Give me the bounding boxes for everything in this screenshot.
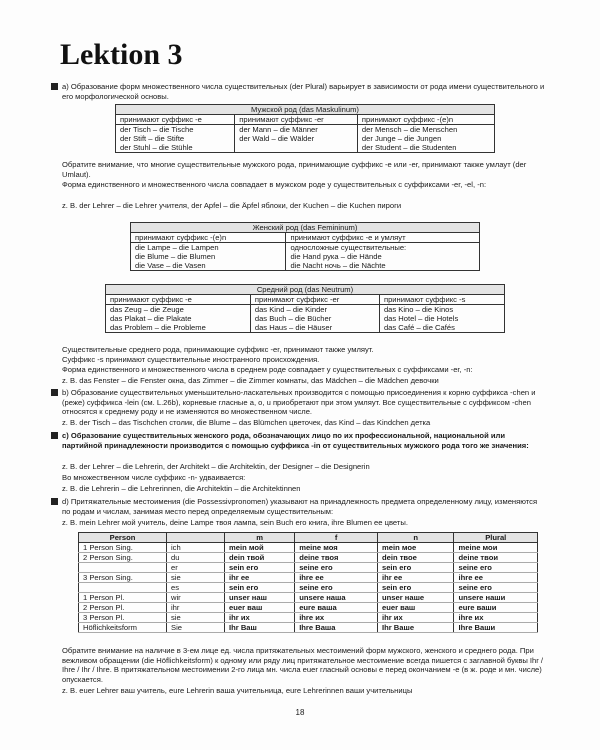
table-cell: 3 Person Sing. bbox=[79, 573, 167, 583]
table-row bbox=[79, 593, 538, 603]
table-cell: 3 Person Pl. bbox=[79, 613, 167, 623]
table-cell: Höflichkeitsform bbox=[79, 623, 167, 633]
table-cell: seine его bbox=[454, 583, 538, 593]
table-cell: mein мой bbox=[225, 543, 295, 553]
section-d-example-2: z. B. euer Lehrer ваш учитель, eure Lehrerin ваша учительница, eure Lehrerinnen ваши учительницы bbox=[62, 686, 413, 695]
table-cell: die Hand рука – die Hände bbox=[290, 252, 382, 261]
table-cell: die Vase – die Vasen bbox=[131, 261, 286, 271]
feminine-table bbox=[130, 222, 480, 271]
table-cell: ihr ее bbox=[225, 573, 295, 583]
section-b: b) Образование существительных уменьшительно-ласкательных производится с помощью присоединения к корню суффикса -chen и (реже) суффикса -lein (см. L.26b), корневые гласные a, o, u приобретают при этом умляут. Все существительные с суффиксом -chen относятся к среднему роду и не изменяются во множественном числе. bbox=[62, 388, 547, 417]
table-cell: seine его bbox=[295, 563, 378, 573]
table-cell: der Mensch – die Menschen bbox=[361, 125, 458, 134]
table-cell bbox=[235, 143, 358, 153]
table-col-header: m bbox=[225, 533, 295, 543]
neuter-note-1: Существительные среднего рода, принимающие суффикс -er, принимают также умляут. bbox=[62, 345, 374, 354]
table-cell: 2 Person Sing. bbox=[79, 553, 167, 563]
table-cell: es bbox=[167, 583, 225, 593]
table-cell: unsere наши bbox=[454, 593, 538, 603]
table-cell: ich bbox=[167, 543, 225, 553]
table-cell: euer ваш bbox=[225, 603, 295, 613]
table-row bbox=[79, 603, 538, 613]
section-c-example-1: z. B. der Lehrer – die Lehrerin, der Architekt – die Architektin, der Designer – die Designerin bbox=[62, 462, 370, 471]
table-col-header: принимают суффикс -e bbox=[116, 115, 235, 125]
table-cell: der Mann – die Männer bbox=[235, 125, 358, 135]
table-cell: du bbox=[167, 553, 225, 563]
table-cell: ihr bbox=[167, 603, 225, 613]
table-row bbox=[79, 583, 538, 593]
section-c-example-2: z. B. die Lehrerin – die Lehrerinnen, die Architektin – die Architektinnen bbox=[62, 484, 301, 493]
possessive-pronouns-table bbox=[78, 532, 538, 633]
bullet-square-icon bbox=[51, 498, 58, 505]
table-cell: die Nacht ночь – die Nächte bbox=[290, 261, 386, 270]
table-col-header: принимают суффикс -(e)n bbox=[357, 115, 494, 125]
table-cell: Ihre Ваша bbox=[295, 623, 378, 633]
table-cell: seine его bbox=[454, 563, 538, 573]
neuter-example: z. B. das Fenster – die Fenster окна, das Zimmer – die Zimmer комнаты, das Mädchen – die Mädchen девочки bbox=[62, 376, 439, 385]
table-row bbox=[79, 613, 538, 623]
table-cell: deine твои bbox=[454, 553, 538, 563]
table-cell: Sie bbox=[167, 623, 225, 633]
table-cell: euer ваш bbox=[377, 603, 454, 613]
table-cell: Ihr Ваш bbox=[225, 623, 295, 633]
table-cell: eure ваши bbox=[454, 603, 538, 613]
table-col-header: принимают суффикс -s bbox=[379, 295, 504, 305]
masculine-header: Мужской род (das Maskulinum) bbox=[116, 105, 495, 115]
table-col-header: f bbox=[295, 533, 378, 543]
table-cell: unser наш bbox=[225, 593, 295, 603]
table-cell: das Problem – die Probleme bbox=[106, 323, 251, 333]
masculine-note-2: Форма единственного и множественного числа совпадает в мужском роде у существительных с суффиксами -er, -el, -n: bbox=[62, 180, 487, 189]
masculine-table bbox=[115, 104, 495, 153]
masculine-note-1: Обратите внимание, что многие существительные мужского рода, принимающие суффикс -e или -er, принимают также умлаут (der Umlaut). bbox=[62, 160, 527, 179]
table-cell: unsere наша bbox=[295, 593, 378, 603]
lesson-title: Lektion 3 bbox=[60, 38, 183, 72]
table-cell: er bbox=[167, 563, 225, 573]
section-d-note: Обратите внимание на наличие в 3-ем лице ед. числа притяжательных местоимений форм мужского, женского и среднего рода. При вежливом обращении (die Höflichkeitsform) к одному или ряду лиц притяжательное местоимение всегда пишется с заглавной буквы Ihr / Ihre / Ihr / Ihre. В притяжательном местоимении 2-го лица мн. числа euer гласный основы e перед окончанием -e (в ж. роде и мн. числе) опускается. bbox=[62, 646, 544, 684]
table-cell: die Blume – die Blumen bbox=[131, 252, 286, 261]
table-cell: das Zeug – die Zeuge bbox=[106, 305, 251, 315]
section-b-example: z. B. der Tisch – das Tischchen столик, die Blume – das Blümchen цветочек, das Kind – das Kindchen детка bbox=[62, 418, 431, 427]
table-cell: односложные существительные: bbox=[290, 243, 407, 252]
table-cell: der Wald – die Wälder bbox=[235, 134, 358, 143]
table-row bbox=[79, 563, 538, 573]
page-number: 18 bbox=[295, 708, 305, 717]
table-cell: Ihr Ваше bbox=[377, 623, 454, 633]
table-col-header bbox=[167, 533, 225, 543]
feminine-header: Женский род (das Femininum) bbox=[131, 223, 480, 233]
table-cell: Ihre Ваши bbox=[454, 623, 538, 633]
table-col-header: n bbox=[377, 533, 454, 543]
table-col-header: принимают суффикс -e bbox=[106, 295, 251, 305]
table-cell: sein его bbox=[377, 563, 454, 573]
table-col-header: принимают суффикс -(e)n bbox=[131, 233, 286, 243]
table-cell bbox=[79, 563, 167, 573]
section-c-note: Во множественном числе суффикс -n- удваивается: bbox=[62, 473, 246, 482]
bullet-square-icon bbox=[51, 432, 58, 439]
neuter-note-2: Суффикс -s принимают существительные иностранного происхождения. bbox=[62, 355, 320, 364]
table-cell: 1 Person Sing. bbox=[79, 543, 167, 553]
section-d: d) Притяжательные местоимения (die Possessivpronomen) указывают на принадлежность предмета определенному лицу, изменяются по родам и числам, занимая место перед определяемым существительным: bbox=[62, 497, 547, 516]
table-cell: ihre их bbox=[454, 613, 538, 623]
table-row bbox=[79, 623, 538, 633]
table-cell: sein его bbox=[225, 563, 295, 573]
table-col-header: Plural bbox=[454, 533, 538, 543]
table-cell: deine твоя bbox=[295, 553, 378, 563]
table-cell: ihr их bbox=[377, 613, 454, 623]
table-cell: sie bbox=[167, 613, 225, 623]
section-a-intro: а) Образование форм множественного числа существительных (der Plural) варьирует в зависимости от рода имени существительного и его морфологической основы. bbox=[62, 82, 547, 101]
table-cell: ihr их bbox=[225, 613, 295, 623]
table-cell: der Junge – die Jungen bbox=[361, 134, 442, 143]
table-cell: sein его bbox=[377, 583, 454, 593]
table-cell: meine мои bbox=[454, 543, 538, 553]
table-row bbox=[79, 553, 538, 563]
table-cell: das Plakat – die Plakate bbox=[106, 314, 251, 323]
section-d-example: z. B. mein Lehrer мой учитель, deine Lampe твоя лампа, sein Buch его книга, ihre Blumen ее цветы. bbox=[62, 518, 408, 527]
table-cell: der Stift – die Stifte bbox=[116, 134, 235, 143]
table-row bbox=[79, 573, 538, 583]
neuter-header: Средний род (das Neutrum) bbox=[106, 285, 505, 295]
table-cell: der Stuhl – die Stühle bbox=[116, 143, 235, 153]
bullet-square-icon bbox=[51, 389, 58, 396]
table-cell: der Student – die Studenten bbox=[361, 143, 457, 152]
neuter-table bbox=[105, 284, 505, 333]
table-cell: das Kino – die Kinos bbox=[383, 305, 454, 314]
table-cell: sein его bbox=[225, 583, 295, 593]
masculine-example: z. B. der Lehrer – die Lehrer учителя, der Apfel – die Äpfel яблоки, der Kuchen – die Kuchen пироги bbox=[62, 201, 402, 210]
table-col-header: Person bbox=[79, 533, 167, 543]
table-cell bbox=[79, 583, 167, 593]
table-col-header: принимают суффикс -e и умляут bbox=[286, 233, 480, 243]
table-cell: das Haus – die Häuser bbox=[250, 323, 379, 333]
bullet-square-icon bbox=[51, 83, 58, 90]
table-cell: die Lampe – die Lampen bbox=[131, 243, 286, 253]
table-cell: meine моя bbox=[295, 543, 378, 553]
table-cell: der Tisch – die Tische bbox=[116, 125, 235, 135]
table-cell: eure ваша bbox=[295, 603, 378, 613]
table-cell: ihre их bbox=[295, 613, 378, 623]
table-cell: das Café – die Cafés bbox=[383, 323, 455, 332]
table-cell: wir bbox=[167, 593, 225, 603]
table-cell: das Buch – die Bücher bbox=[250, 314, 379, 323]
table-cell: das Kind – die Kinder bbox=[250, 305, 379, 315]
table-cell: ihre ее bbox=[454, 573, 538, 583]
table-col-header: принимают суффикс -er bbox=[235, 115, 358, 125]
table-cell: dein твой bbox=[225, 553, 295, 563]
table-cell: unser наше bbox=[377, 593, 454, 603]
table-cell: 1 Person Pl. bbox=[79, 593, 167, 603]
neuter-note-3: Форма единственного и множественного числа в среднем роде совпадает у существительных с суффиксами -er, -n: bbox=[62, 365, 473, 374]
table-col-header: принимают суффикс -er bbox=[250, 295, 379, 305]
table-cell: mein мое bbox=[377, 543, 454, 553]
table-cell: das Hotel – die Hotels bbox=[383, 314, 459, 323]
table-cell: dein твое bbox=[377, 553, 454, 563]
table-cell: 2 Person Pl. bbox=[79, 603, 167, 613]
table-row bbox=[79, 543, 538, 553]
table-cell: seine его bbox=[295, 583, 378, 593]
table-cell: sie bbox=[167, 573, 225, 583]
table-cell: ihre ее bbox=[295, 573, 378, 583]
table-cell: ihr ее bbox=[377, 573, 454, 583]
section-c: c) Образование существительных женского рода, обозначающих лицо по их профессиональной, национальной или партийной принадлежности производится с помощью суффикса -in от существительных мужского рода того же значения: bbox=[62, 431, 547, 450]
